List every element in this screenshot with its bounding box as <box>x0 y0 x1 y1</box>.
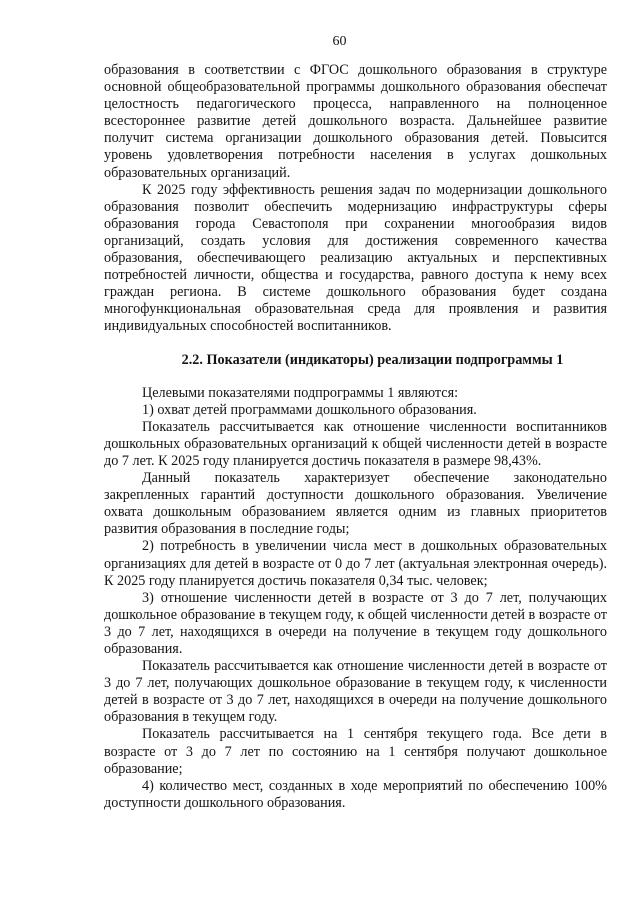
intro-paragraph: К 2025 году эффективность решения задач по модернизации дошкольного образования позволит обеспечить модернизацию инфраструктуры сферы образования города Севастополя при сохранении многообразия видов организаций, создать условия для достижения современного качества образования, обеспечивающего реализацию актуальных и перспективных потребностей личности, общества и государства, равного доступа к нему всех граждан региона. В системе дошкольного образования будет создана многофункциональная образовательная среда для проявления и развития индивидуальных способностей воспитанников. <box>104 181 607 335</box>
section-paragraph: Показатель рассчитывается как отношение численности детей в возрасте от 3 до 7 лет, получающих дошкольное образование в текущем году, к численности детей в возрасте от 3 до 7 лет, находящихся в очереди на получение дошкольного образования в текущем году. <box>104 658 607 726</box>
page-number: 60 <box>332 34 347 49</box>
intro-paragraph: образования в соответствии с ФГОС дошкольного образования в структуре основной общеобразовательной программы дошкольного образования обеспечат целостность педагогического процесса, направленного на полноценное всестороннее развитие детей дошкольного возраста. Дальнейшее развитие получит система организации дошкольного образования детей. Повысится уровень удовлетворения потребности населения в услугах дошкольных образовательных организаций. <box>104 62 607 181</box>
section-paragraph: Целевыми показателями подпрограммы 1 являются: <box>142 384 459 401</box>
section-paragraph: Показатель рассчитывается на 1 сентября текущего года. Все дети в возрасте от 3 до 7 лет по состоянию на 1 сентября получают дошкольное образование; <box>104 726 607 777</box>
section-paragraph: 3) отношение численности детей в возрасте от 3 до 7 лет, получающих дошкольное образование в текущем году, к общей численности детей в возрасте от 3 до 7 лет, находящихся в очереди на получение в текущем году дошкольного образования. <box>104 589 607 657</box>
section-paragraph: 1) охват детей программами дошкольного образования. <box>142 401 477 418</box>
section-paragraph: Показатель рассчитывается как отношение численности воспитанников дошкольных образовательных организаций к общей численности детей в возрасте до 7 лет. К 2025 году планируется достичь показателя в размере 98,43%. <box>104 418 607 469</box>
section-paragraph: Данный показатель характеризует обеспечение законодательно закрепленных гарантий доступности дошкольного образования. Увеличение охвата дошкольным образованием является одним из главных приоритетов развития образования в последние годы; <box>104 470 607 538</box>
section-paragraph: 4) количество мест, созданных в ходе мероприятий по обеспечению 100% доступности дошкольного образования. <box>104 777 607 811</box>
section-paragraph: 2) потребность в увеличении числа мест в дошкольных образовательных организациях для детей в возрасте от 0 до 7 лет (актуальная электронная очередь). К 2025 году планируется достичь показателя 0,34 тыс. человек; <box>104 538 607 589</box>
section-heading: 2.2. Показатели (индикаторы) реализации подпрограммы 1 <box>181 351 564 368</box>
document-body <box>104 62 607 812</box>
